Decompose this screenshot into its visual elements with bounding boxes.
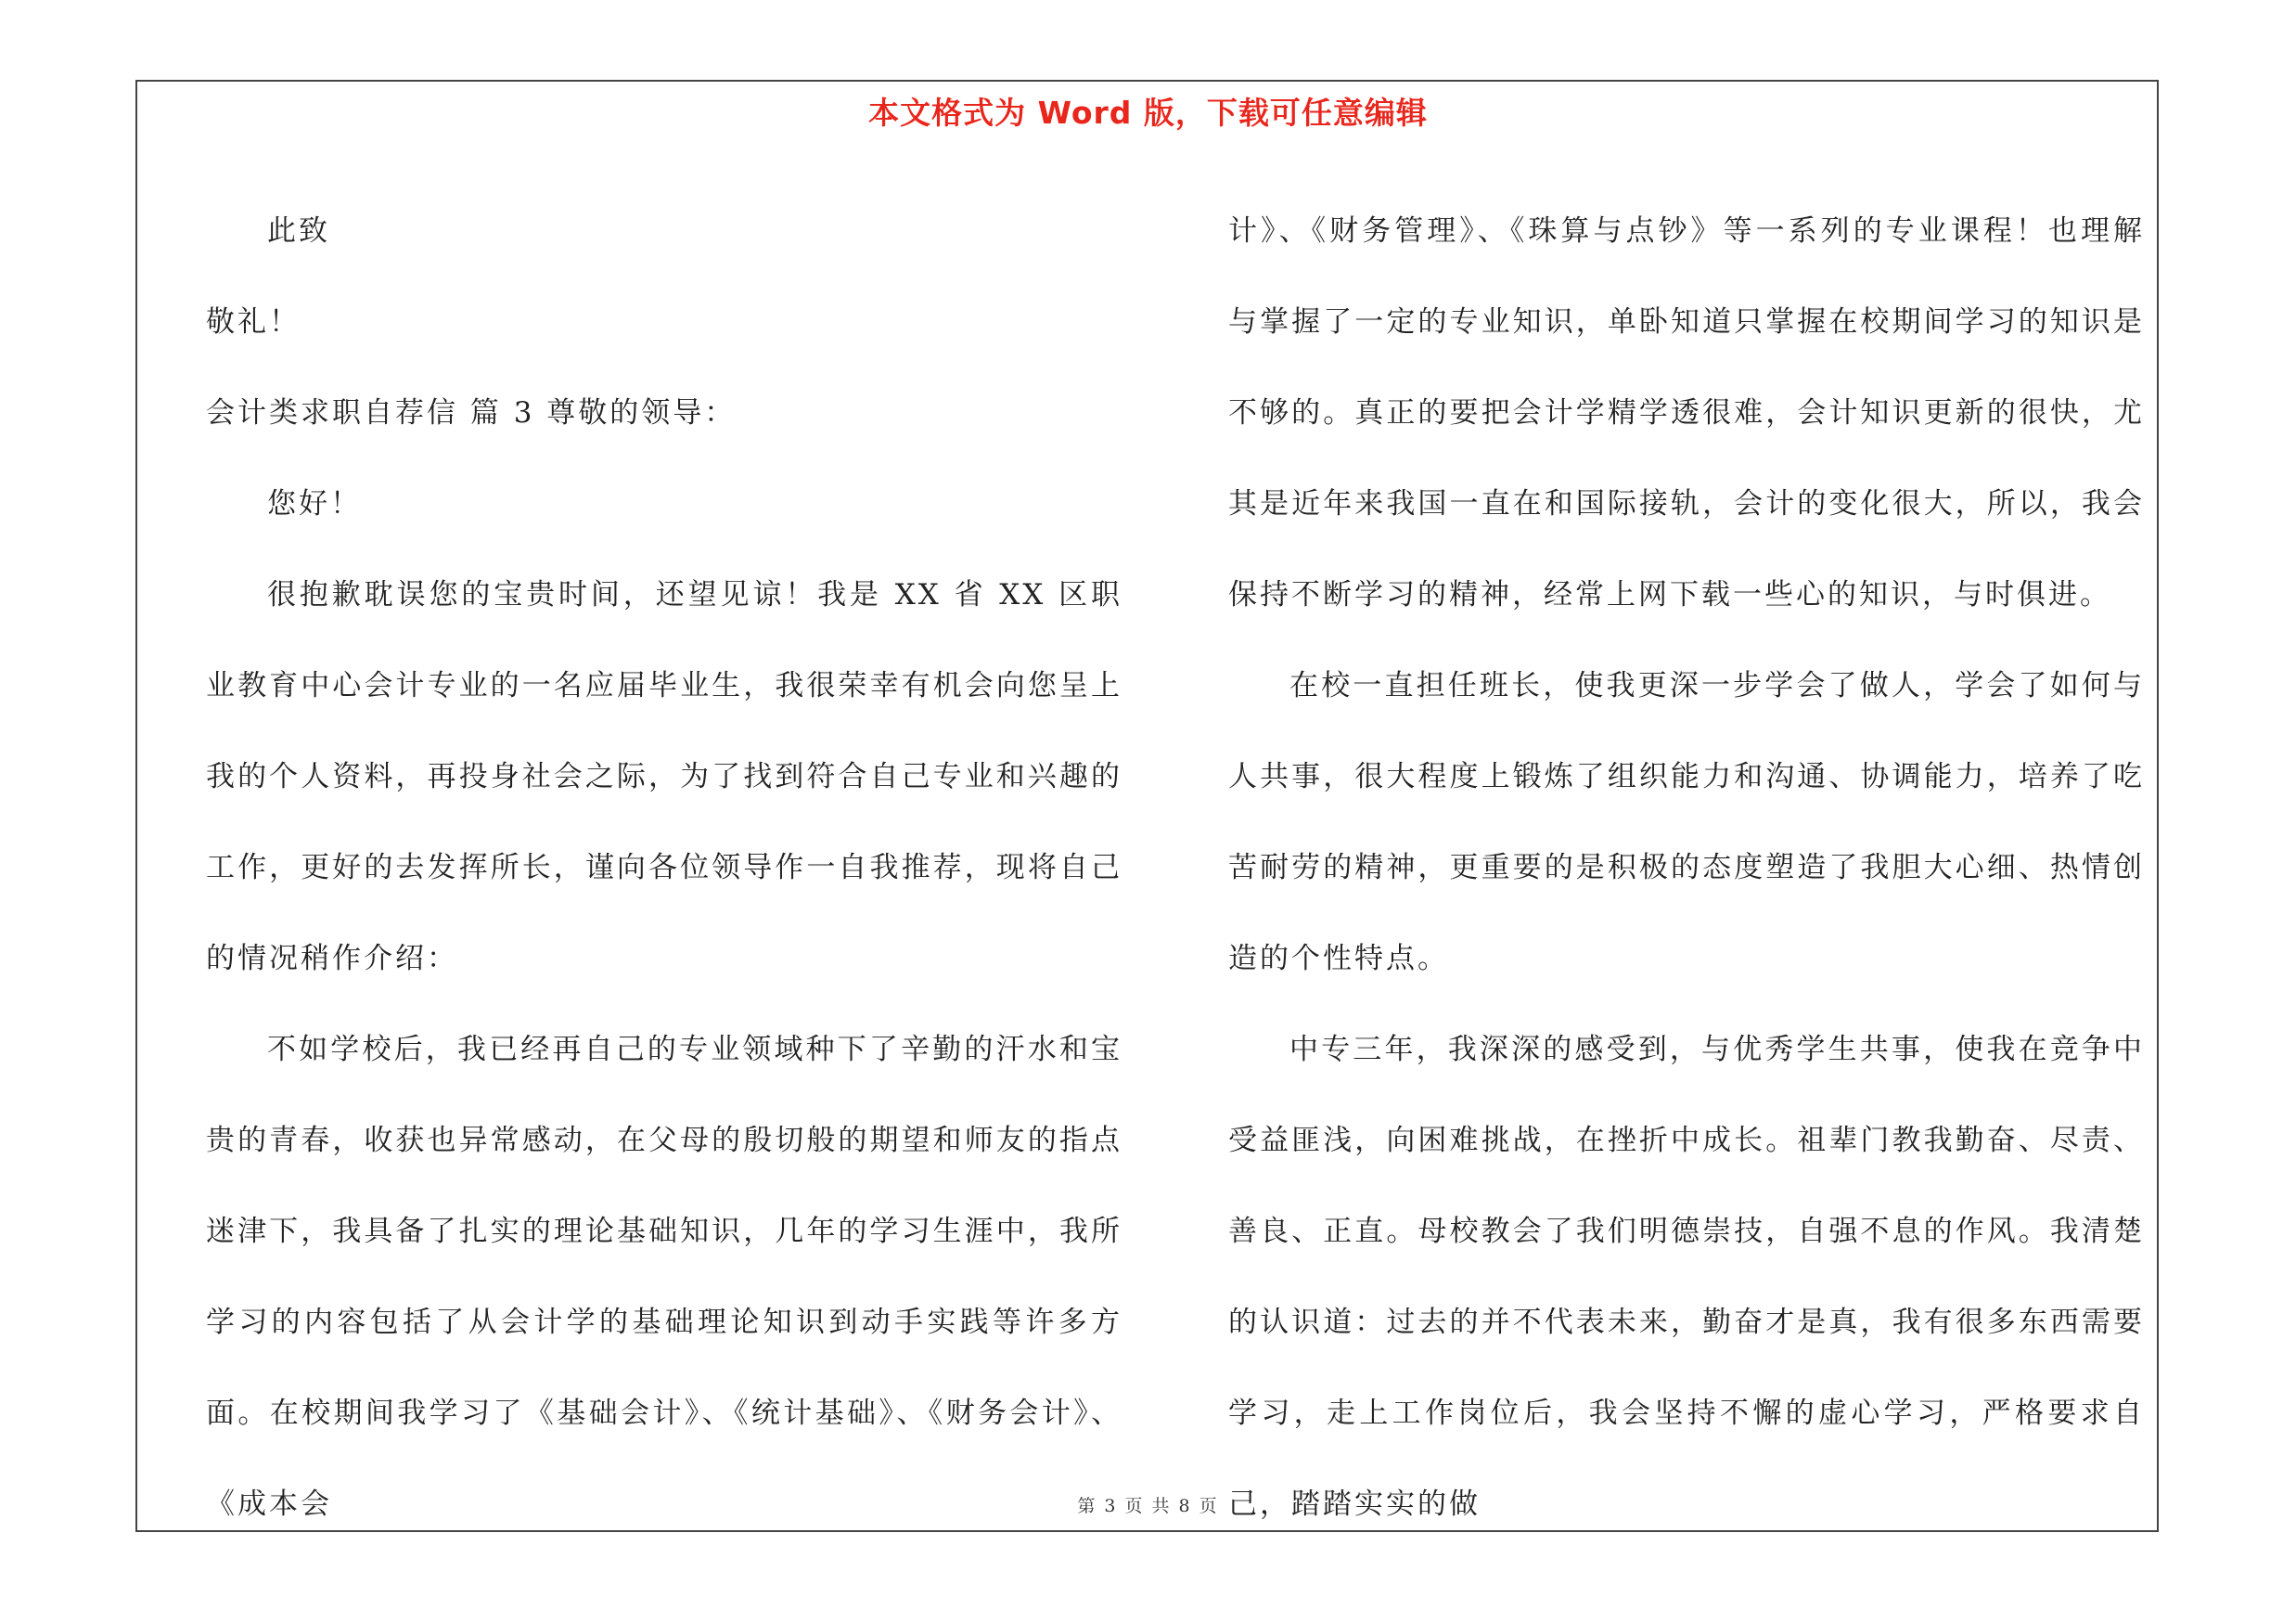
- page-number: 第 3 页 共 8 页: [1077, 1496, 1219, 1516]
- right-column: [1228, 186, 2145, 1550]
- paragraph-three-years: 中专三年，我深深的感受到，与优秀学生共事，使我在竞争中受益匪浅，向困难挑战，在挫折中成长。祖辈门教我勤奋、尽责、善良、正直。母校教会了我们明德崇技，自强不息的作风。我清楚的认识道：过去的并不代表未来，勤奋才是真，我有很多东西需要学习，走上工作岗位后，我会坚持不懈的虚心学习，严格要求自己，踏踏实实的做: [1228, 1033, 2145, 1521]
- paragraph-intro: 很抱歉耽误您的宝贵时间，还望见谅！我是 XX 省 XX 区职业教育中心会计专业的一名应届毕业生，我很荣幸有机会向您呈上我的个人资料，再投身社会之际，为了找到符合自己专业和兴趣的工作，更好的去发挥所长，谨向各位领导作一自我推荐，现将自己的情况稍作介绍：: [206, 578, 1122, 975]
- paragraph-study: 不如学校后，我已经再自己的专业领域种下了辛勤的汗水和宝贵的青春，收获也异常感动，在父母的殷切般的期望和师友的指点迷津下，我具备了扎实的理论基础知识，几年的学习生涯中，我所学习的内容包括了从会计学的基础理论知识到动手实践等许多方面。在校期间我学习了《基础会计》、《统计基础》、《财务会计》、《成本会: [206, 1033, 1122, 1521]
- letter-heading: 会计类求职自荐信 篇 3 尊敬的领导：: [206, 396, 737, 430]
- format-banner: 本文格式为 Word 版，下载可任意编辑: [868, 95, 1428, 131]
- closing-regards: 敬礼！: [206, 305, 301, 339]
- left-column: [206, 186, 1122, 1550]
- paragraph-study-continued: 计》、《财务管理》、《珠算与点钞》等一系列的专业课程！也理解与掌握了一定的专业知识，单卧知道只掌握在校期间学习的知识是不够的。真正的要把会计学精学透很难，会计知识更新的很快，尤其是近年来我国一直在和国际接轨，会计的变化很大，所以，我会保持不断学习的精神，经常上网下载一些心的知识，与时俱进。: [1228, 214, 2145, 612]
- closing-salutation: 此致: [267, 214, 330, 248]
- paragraph-class-monitor: 在校一直担任班长，使我更深一步学会了做人，学会了如何与人共事，很大程度上锻炼了组织能力和沟通、协调能力，培养了吃苦耐劳的精神，更重要的是积极的态度塑造了我胆大心细、热情创造的个性特点。: [1228, 669, 2145, 975]
- greeting: 您好！: [267, 487, 362, 521]
